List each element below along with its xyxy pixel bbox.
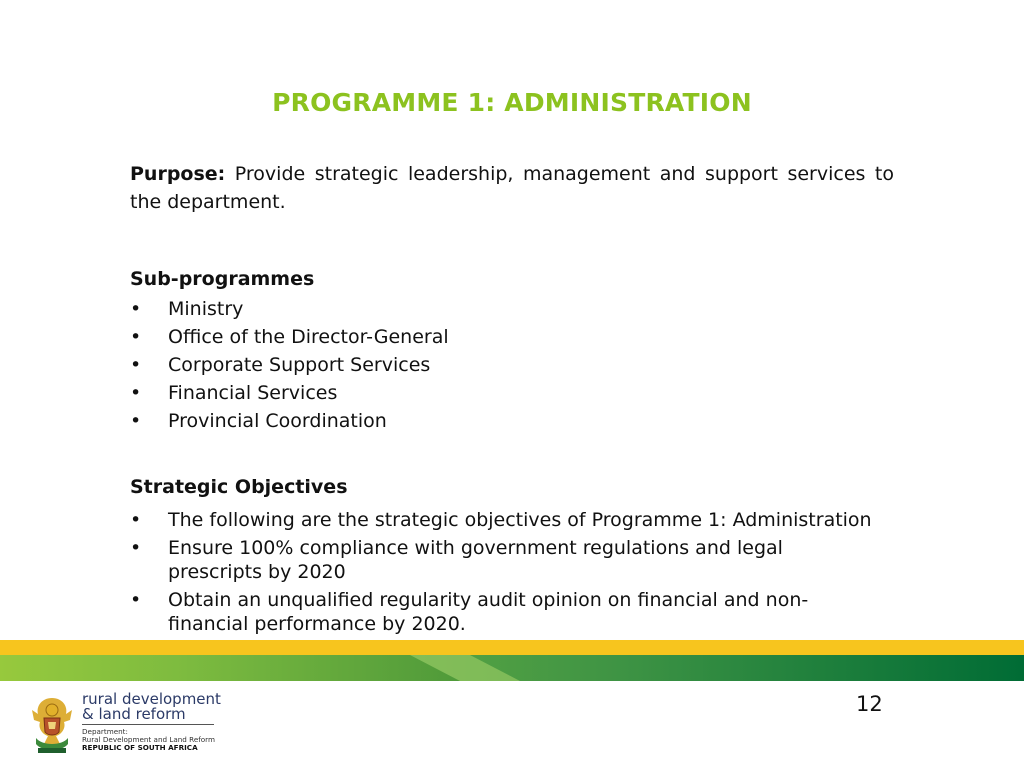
bullet-icon: • xyxy=(130,537,142,559)
list-item-text: Ensure 100% compliance with government regulations and legal prescripts by 2020 xyxy=(168,537,783,583)
coat-of-arms-icon xyxy=(28,692,76,758)
list-item xyxy=(130,536,894,584)
list-item xyxy=(130,379,449,407)
list-item xyxy=(130,323,449,351)
dept-line2: Rural Development and Land Reform xyxy=(82,735,216,744)
list-item-text: Office of the Director-General xyxy=(168,326,449,348)
bullet-icon: • xyxy=(130,354,142,376)
purpose-paragraph xyxy=(130,160,894,216)
logo-divider xyxy=(82,724,214,725)
list-item-text: Obtain an unqualified regularity audit opinion on financial and non-financial performance by 2020. xyxy=(168,589,809,635)
list-item-text: The following are the strategic objectives of Programme 1: Administration xyxy=(168,509,872,531)
list-item xyxy=(130,588,894,636)
bullet-icon: • xyxy=(130,589,142,611)
bullet-icon: • xyxy=(130,326,142,348)
logo-line1: rural development xyxy=(82,690,221,708)
bullet-icon: • xyxy=(130,410,142,432)
list-item-text: Financial Services xyxy=(168,382,338,404)
list-item-text: Provincial Coordination xyxy=(168,410,387,432)
objectives-heading: Strategic Objectives xyxy=(130,476,348,498)
subprogrammes-list xyxy=(130,295,449,435)
logo-line2: & land reform xyxy=(82,705,186,723)
purpose-text: Provide strategic leadership, management and support services to the department. xyxy=(130,163,894,213)
bullet-icon: • xyxy=(130,298,142,320)
subprogrammes-heading: Sub-programmes xyxy=(130,268,315,290)
list-item xyxy=(130,407,449,435)
list-item xyxy=(130,508,894,532)
footer-band-green xyxy=(0,655,1024,681)
bullet-icon: • xyxy=(130,509,142,531)
dept-line1: Department: xyxy=(82,727,128,736)
objectives-list xyxy=(130,508,894,640)
purpose-label: Purpose: xyxy=(130,163,226,185)
department-logo xyxy=(28,692,228,760)
bullet-icon: • xyxy=(130,382,142,404)
list-item xyxy=(130,295,449,323)
page-number: 12 xyxy=(856,692,883,716)
list-item-text: Corporate Support Services xyxy=(168,354,431,376)
dept-line3: REPUBLIC OF SOUTH AFRICA xyxy=(82,743,198,752)
slide-title: PROGRAMME 1: ADMINISTRATION xyxy=(272,88,752,117)
list-item-text: Ministry xyxy=(168,298,244,320)
list-item xyxy=(130,351,449,379)
footer-band-yellow xyxy=(0,640,1024,655)
